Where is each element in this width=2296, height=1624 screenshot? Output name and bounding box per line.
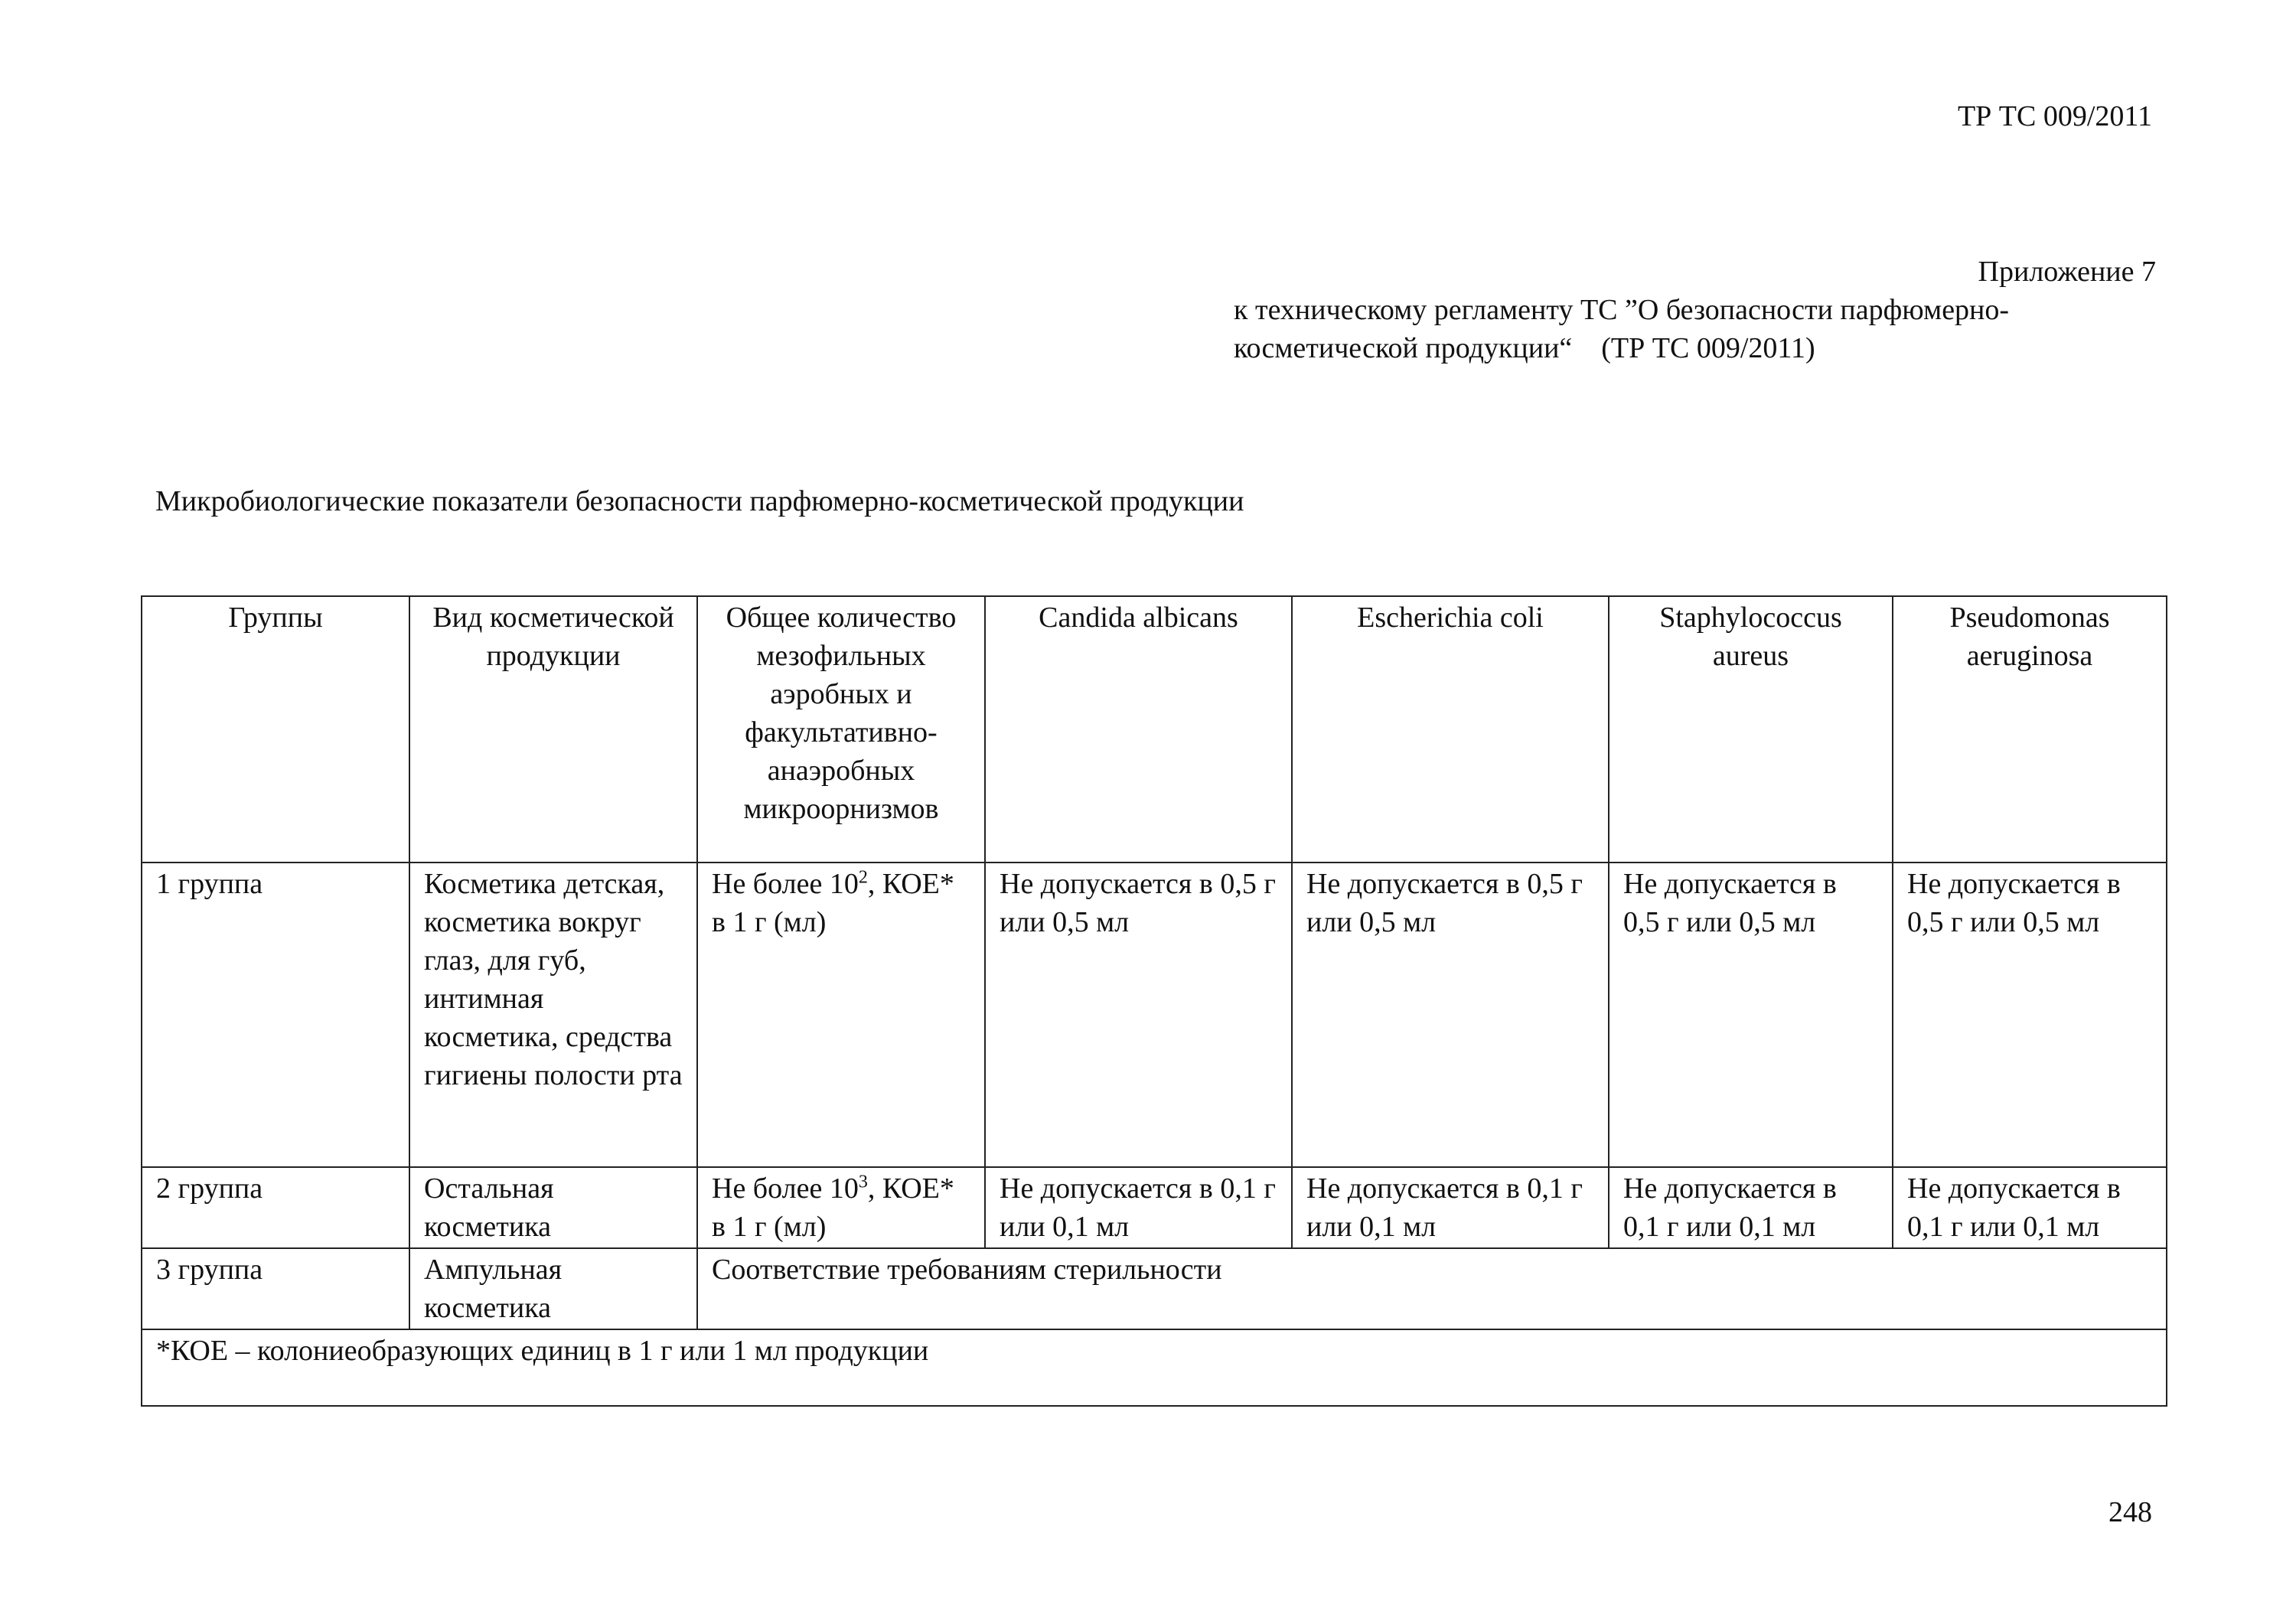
table-header-row (142, 596, 2167, 863)
header-candida: Candida albicans (985, 596, 1292, 863)
annex-line-1: к техническому регламенту ТС ”О безопасности парфюмерно- (1234, 294, 2010, 326)
cell-total (697, 1167, 985, 1248)
cell-kind: Ампульная косметика (409, 1248, 697, 1329)
table-footnote: *КОЕ – колониеобразующих единиц в 1 г или 1 мл продукции (142, 1329, 2167, 1406)
header-ecoli: Escherichia coli (1292, 596, 1609, 863)
cell-candida: Не допускается в 0,5 г или 0,5 мл (985, 863, 1292, 1167)
page-number: 248 (2108, 1496, 2152, 1528)
header-product-kind: Вид косметической продукции (409, 596, 697, 863)
cell-group: 2 группа (142, 1167, 409, 1248)
header-total-count: Общее количество мезофильных аэробных и факультативно-анаэробных микроорнизмов (697, 596, 985, 863)
total-prefix: Не более 10 (712, 1172, 859, 1205)
cell-staphylococcus: Не допускается в 0,5 г или 0,5 мл (1609, 863, 1893, 1167)
header-groups: Группы (142, 596, 409, 863)
cell-sterility-requirement: Соответствие требованиям стерильности (697, 1248, 2167, 1329)
header-pseudomonas: Pseudomonas aeruginosa (1893, 596, 2167, 863)
cell-staphylococcus: Не допускается в 0,1 г или 0,1 мл (1609, 1167, 1893, 1248)
cell-ecoli: Не допускается в 0,5 г или 0,5 мл (1292, 863, 1609, 1167)
table-footnote-row (142, 1329, 2167, 1406)
cell-pseudomonas: Не допускается в 0,5 г или 0,5 мл (1893, 863, 2167, 1167)
cell-pseudomonas: Не допускается в 0,1 г или 0,1 мл (1893, 1167, 2167, 1248)
total-suffix: , КОЕ* в 1 г (мл) (712, 868, 954, 938)
total-suffix: , КОЕ* в 1 г (мл) (712, 1172, 954, 1243)
cell-candida: Не допускается в 0,1 г или 0,1 мл (985, 1167, 1292, 1248)
document-code: ТР ТС 009/2011 (1957, 100, 2152, 132)
cell-group: 3 группа (142, 1248, 409, 1329)
cell-total (697, 863, 985, 1167)
total-prefix: Не более 10 (712, 868, 859, 900)
table-row (142, 863, 2167, 1167)
cell-group: 1 группа (142, 863, 409, 1167)
cell-kind: Остальная косметика (409, 1167, 697, 1248)
cell-ecoli: Не допускается в 0,1 г или 0,1 мл (1292, 1167, 1609, 1248)
annex-title: Приложение 7 (1978, 256, 2156, 288)
table-row (142, 1248, 2167, 1329)
annex-block (1234, 253, 2156, 367)
total-exponent: 2 (858, 867, 868, 888)
table-title: Микробиологические показатели безопасности парфюмерно-косметической продукции (155, 485, 1244, 517)
cell-kind: Косметика детская, косметика вокруг глаз, для губ, интимная косметика, средства гигиены полости рта (409, 863, 697, 1167)
total-exponent: 3 (858, 1172, 868, 1192)
annex-line-2: косметической продукции“ (ТР ТС 009/2011) (1234, 332, 1815, 364)
microbiology-table (141, 595, 2167, 1407)
table-row (142, 1167, 2167, 1248)
header-staphylococcus: Staphylococcus aureus (1609, 596, 1893, 863)
